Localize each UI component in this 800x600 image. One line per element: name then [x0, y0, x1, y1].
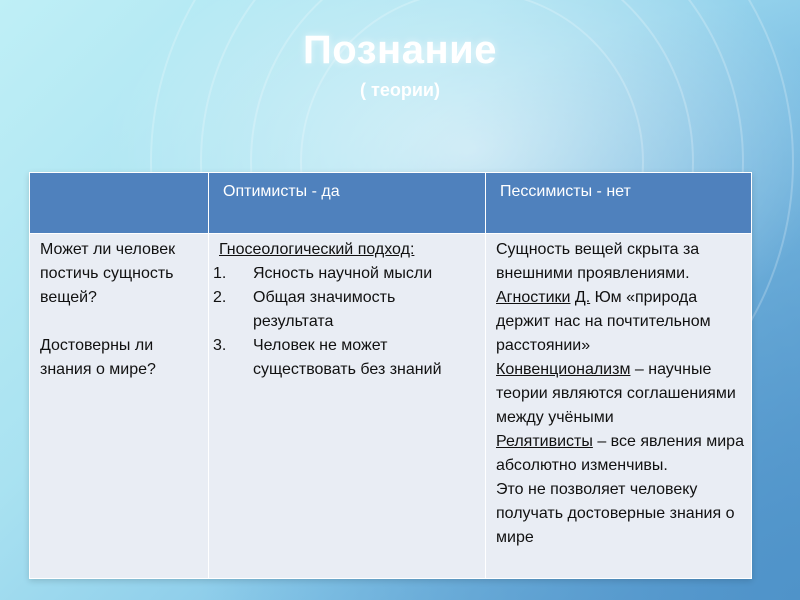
list-item-text: Ясность научной мысли [253, 265, 433, 282]
conventionalism-term: Конвенционализм [496, 361, 631, 378]
optimists-list [213, 262, 479, 382]
relativists-paragraph [496, 430, 745, 478]
list-item-number: 2. [213, 289, 227, 306]
slide-subtitle: ( теории) [360, 80, 440, 100]
comparison-table [29, 172, 752, 579]
question-reliability: Достоверны ли знания о мире? [40, 337, 156, 378]
optimists-cell [209, 234, 486, 579]
header-pessimists: Пессимисты - нет [486, 173, 752, 234]
list-item [213, 286, 479, 334]
conventionalism-text: – научные теории являются соглашениями между учёными [496, 361, 736, 426]
slide-title: Познание [303, 28, 497, 72]
list-item-number: 3. [213, 337, 227, 354]
pessimists-conclusion: Это не позволяет человеку получать достоверные знания о мире [496, 481, 735, 546]
relativists-term: Релятивисты [496, 433, 593, 450]
conventionalism-paragraph [496, 358, 745, 430]
list-item-number: 1. [213, 265, 227, 282]
question-essence: Может ли человек постичь сущность вещей? [40, 241, 176, 306]
table-row [30, 234, 752, 579]
list-item-text: Общая значимость результата [253, 289, 396, 330]
agnostics-term: Агностики [496, 289, 571, 306]
pessimists-intro: Сущность вещей скрыта за внешними проявлениями. [496, 241, 700, 282]
table-header-row [30, 173, 752, 234]
question-cell [30, 234, 209, 579]
header-empty-cell [30, 173, 209, 234]
pessimists-cell [486, 234, 752, 579]
list-item-text: Человек не может существовать без знаний [253, 337, 442, 378]
list-item [213, 262, 479, 286]
optimists-heading: Гносеологический подход: [219, 241, 415, 258]
agnostics-name: Д. [574, 289, 591, 306]
agnostics-text: Юм «природа держит нас на почтительном расстоянии» [496, 289, 711, 354]
relativists-text: – все явления мира абсолютно изменчивы. [496, 433, 744, 474]
header-optimists: Оптимисты - да [209, 173, 486, 234]
agnostics-paragraph [496, 286, 745, 358]
list-item [213, 334, 479, 382]
